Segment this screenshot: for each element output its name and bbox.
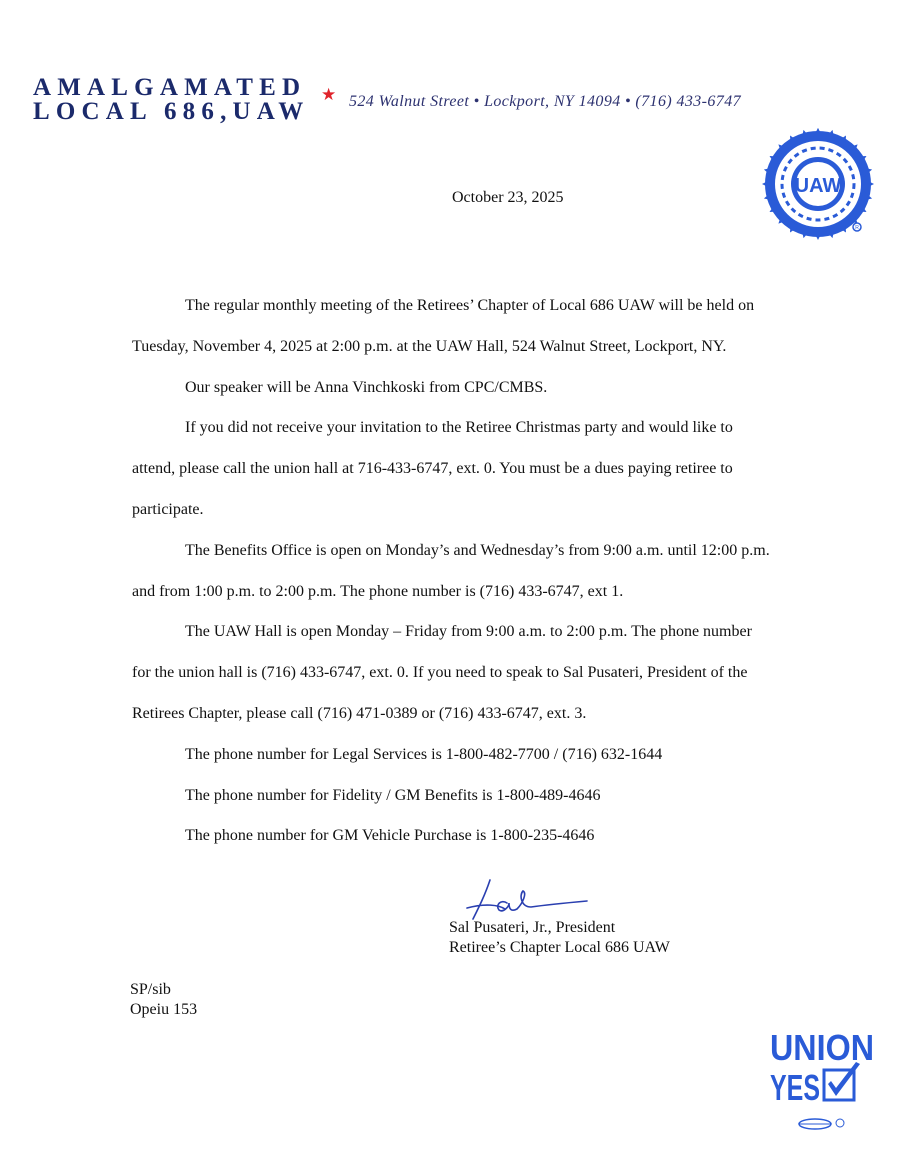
paragraph-meeting: The regular monthly meeting of the Retirees’ Chapter of Local 686 UAW will be held on Tuesday, November 4, 2025 at 2:00 p.m. at the UAW Hall, 524 Walnut Street, Lockport, NY. [132, 297, 755, 355]
svg-text:YES: YES [770, 1067, 820, 1108]
paragraph-benefits-office: The Benefits Office is open on Monday’s and Wednesday’s from 9:00 a.m. until 12:00 p.m. and from 1:00 p.m. to 2:00 p.m. The phone number is (716) 433-6747, ext 1. [132, 541, 770, 600]
signature-block [449, 918, 670, 958]
reference-initials [130, 980, 197, 1020]
paragraph-vehicle-purchase: The phone number for GM Vehicle Purchase is 1-800-235-4646 [185, 827, 595, 845]
paragraph-speaker: Our speaker will be Anna Vinchkoski from CPC/CMBS. [185, 378, 548, 396]
letter-date: October 23, 2025 [452, 189, 564, 206]
star-icon: ★ [321, 85, 337, 104]
uaw-gear-logo-icon [760, 126, 876, 242]
svg-text:UNION: UNION [770, 1027, 874, 1068]
paragraph-uaw-hall: The UAW Hall is open Monday – Friday from 9:00 a.m. to 2:00 p.m. The phone number for the union hall is (716) 433-6747, ext. 0. If you need to speak to Sal Pusateri, President of the Retirees Chapter, please call (716) 471-0389 or (716) 433-6747, ext. 3. [132, 623, 752, 722]
union-label-code: Opeiu 153 [130, 1001, 198, 1018]
paragraph-legal-services: The phone number for Legal Services is 1-800-482-7700 / (716) 632-1644 [185, 745, 663, 763]
org-name-line2: LOCAL 686,UAW [33, 98, 310, 125]
svg-text:UAW: UAW [794, 175, 842, 197]
letter-body [132, 286, 772, 857]
organization-name [33, 76, 309, 124]
typist-initials: SP/sib [130, 981, 171, 998]
signatory-title: Retiree’s Chapter Local 686 UAW [449, 939, 670, 956]
org-name-line1: AMALGAMATED [33, 74, 307, 101]
signatory-name: Sal Pusateri, Jr., President [449, 919, 616, 936]
union-yes-logo-icon [770, 1026, 880, 1138]
paragraph-christmas-party: If you did not receive your invitation to the Retiree Christmas party and would like to attend, please call the union hall at 716-433-6747, ext. 0. You must be a dues paying retiree to participate. [132, 419, 733, 518]
paragraph-fidelity: The phone number for Fidelity / GM Benefits is 1-800-489-4646 [185, 786, 601, 804]
letterhead-address: 524 Walnut Street • Lockport, NY 14094 • (716) 433-6747 [349, 93, 742, 110]
svg-text:R: R [855, 225, 859, 231]
